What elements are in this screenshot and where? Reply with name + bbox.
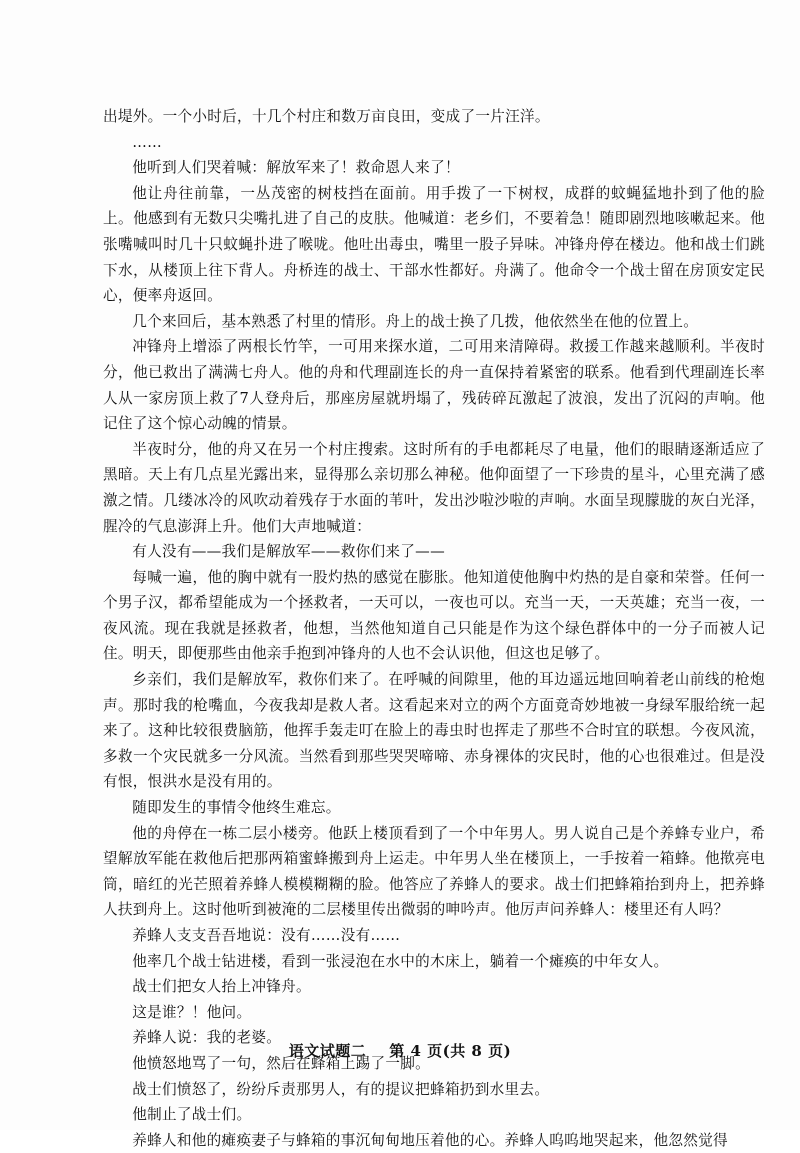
paragraph: 他制止了战士们。: [132, 1106, 252, 1124]
paragraph: 有人没有——我们是解放军——救你们来了——: [132, 543, 445, 561]
paragraph: 他愤怒地骂了一句，然后在蜂箱上踢了一脚。: [132, 1054, 431, 1072]
paragraph: 这是谁？！他问。: [132, 1003, 252, 1021]
paragraph: 随即发生的事情令他终生难忘。: [132, 799, 341, 817]
paragraph: 战士们把女人抬上冲锋舟。: [132, 978, 311, 996]
paragraph: 战士们愤怒了，纷纷斥责那男人，有的提议把蜂箱扔到水里去。: [132, 1080, 550, 1098]
footer-subject: 语文试题二: [288, 1042, 367, 1060]
paragraph: 冲锋舟上增添了两根长竹竿，一可用来探水道，二可用来清障碍。救援工作越来越顺利。半夜时分，他已救出了满满七舟人。他的舟和代理副连长的舟一直保持着紧密的联系。他看到代理副连长率人从一家房顶上救了7人登舟后，那座房屋就坍塌了，残砖碎瓦激起了波浪，发出了沉闷的声响。他记住了这个惊心动魄的情景。: [103, 338, 765, 433]
paragraph: 几个来回后，基本熟悉了村里的情形。舟上的战士换了几拨，他依然坐在他的位置上。: [132, 312, 699, 330]
paragraph: 半夜时分，他的舟又在另一个村庄搜索。这时所有的手电都耗尽了电量，他们的眼睛逐渐适应了黑暗。天上有几点星光露出来，显得那么亲切那么神秘。他仰面望了一下珍贵的星斗，心里充满了感激之情。几缕冰冷的风吹动着残存于水面的苇叶，发出沙啦沙啦的声响。水面呈现朦胧的灰白光泽，腥冷的气息澎湃上升。他们大声地喊道：: [103, 440, 765, 535]
footer-page-info: 第 4 页(共 8 页): [389, 1042, 512, 1060]
page-footer: [0, 1040, 800, 1061]
passage-body: [103, 104, 765, 1153]
paragraph: 每喊一遍，他的胸中就有一股灼热的感觉在膨胀。他知道使他胸中灼热的是自豪和荣誉。任何一个男子汉，都希望能成为一个拯救者，一天可以，一夜也可以。充当一天，一天英雄；充当一夜，一夜风流。现在我就是拯救者，他想，当然他知道自己只能是作为这个绿色群体中的一分子而被人记住。明天，即便那些由他亲手抱到冲锋舟的人也不会认识他，但这也足够了。: [103, 568, 765, 663]
footer-gap: [372, 1042, 383, 1060]
paragraph: 养蜂人说：我的老婆。: [132, 1029, 282, 1047]
paragraph: 养蜂人支支吾吾地说：没有……没有……: [132, 927, 401, 944]
paragraph: 出堤外。一个小时后，十几个村庄和数万亩良田，变成了一片汪洋。: [103, 108, 550, 125]
paragraph: 他让舟往前靠，一丛茂密的树枝挡在面前。用手拨了一下树杈，成群的蚊蝇猛地扑到了他的脸上。他感到有无数只尖嘴扎进了自己的皮肤。他喊道：老乡们，不要着急！随即剧烈地咳嗽起来。他张嘴喊叫时几十只蚊蝇扑进了喉咙。他吐出毒虫，嘴里一股子异味。冲锋舟停在楼边。他和战士们跳下水，从楼顶上往下背人。舟桥连的战士、干部水性都好。舟满了。他命令一个战士留在房顶安定民心，便率舟返回。: [103, 184, 765, 305]
paragraph: 他听到人们哭着喊：解放军来了！救命恩人来了！: [132, 159, 460, 177]
paragraph: 养蜂人和他的瘫痪妻子与蜂箱的事沉甸甸地压着他的心。养蜂人呜呜地哭起来，他忽然觉得: [132, 1131, 728, 1149]
paragraph: 乡亲们，我们是解放军，救你们来了。在呼喊的间隙里，他的耳边遥远地回响着老山前线的枪炮声。那时我的枪嘴血，今夜我却是救人者。这看起来对立的两个方面竟奇妙地被一身绿军服给统一起来了。这种比较很费脑筋，他挥手轰走叮在脸上的毒虫时也挥走了那些不合时宜的联想。今夜风流，多救一个灾民就多一分风流。当然看到那些哭哭啼啼、赤身裸体的灾民时，他的心也很难过。但是没有恨，恨洪水是没有用的。: [103, 671, 765, 791]
paragraph: 他的舟停在一栋二层小楼旁。他跃上楼顶看到了一个中年男人。男人说自己是个养蜂专业户，希望解放军能在救他后把那两箱蜜蜂搬到舟上运走。中年男人坐在楼顶上，一手按着一箱蜂。他揿亮电筒，暗红的光芒照着养蜂人模模糊糊的脸。他答应了养蜂人的要求。战士们把蜂箱抬到舟上，把养蜂人扶到舟上。这时他听到被淹的二层楼里传出微弱的呻吟声。他厉声问养蜂人：楼里还有人吗？: [103, 824, 765, 919]
paragraph: 他率几个战士钻进楼，看到一张浸泡在水中的木床上，躺着一个瘫痪的中年女人。: [132, 952, 669, 970]
paragraph-ellipsis: ……: [132, 133, 162, 151]
